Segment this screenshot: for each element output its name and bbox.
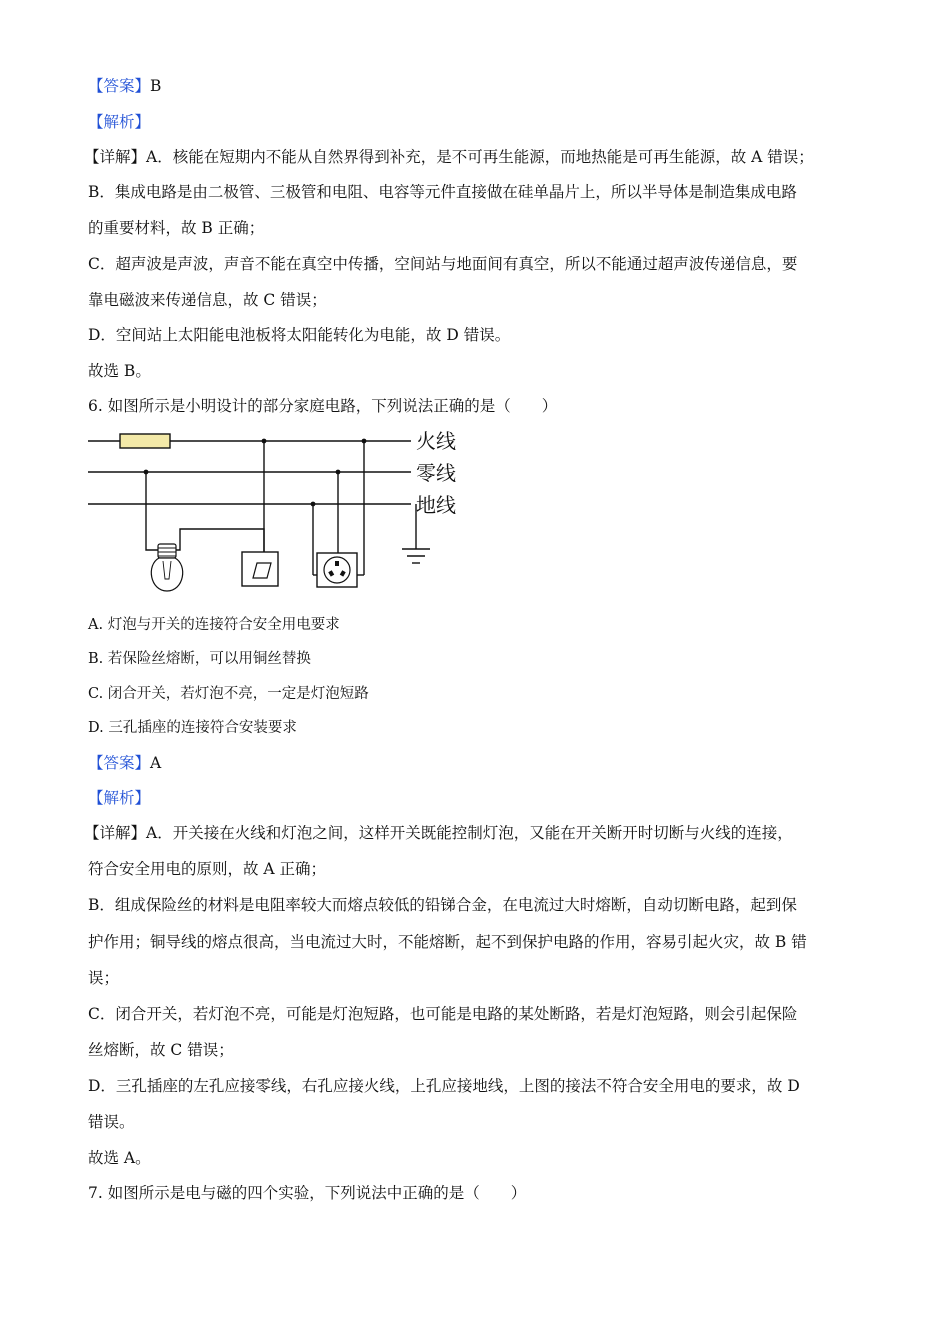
q6-question: 6. 如图所示是小明设计的部分家庭电路，下列说法正确的是（ ） xyxy=(88,397,558,415)
q5-detail-line: C．超声波是声波，声音不能在真空中传播，空间站与地面间有真空，所以不能通过超声波传递信息，要 xyxy=(88,255,798,273)
ground-wire-label: 地线 xyxy=(416,493,456,517)
q6-detail-line-a: 【详解】A．开关接在火线和灯泡之间，这样开关既能控制灯泡，又能在开关断开时切断与火线的连接， xyxy=(84,824,793,842)
q6-detail-line: D．三孔插座的左孔应接零线，右孔应接火线，上孔应接地线，上图的接法不符合安全用电的要求，故 D xyxy=(88,1077,800,1095)
q5-detail-line: D．空间站上太阳能电池板将太阳能转化为电能，故 D 错误。 xyxy=(88,326,511,344)
three-hole-socket-icon xyxy=(317,553,357,587)
q6-detail-line: C．闭合开关，若灯泡不亮，可能是灯泡短路，也可能是电路的某处断路，若是灯泡短路，则会引起保险 xyxy=(88,1005,798,1023)
q6-option-b: B. 若保险丝熔断，可以用铜丝替换 xyxy=(88,651,311,667)
q6-detail-line: 丝熔断，故 C 错误； xyxy=(88,1041,234,1059)
q5-conclusion: 故选 B。 xyxy=(88,362,151,380)
q6-detail-line: 符合安全用电的原则，故 A 正确； xyxy=(88,860,327,878)
household-circuit-diagram xyxy=(86,425,466,597)
answer-tag: 【答案】 xyxy=(88,754,151,772)
switch-icon xyxy=(242,552,278,586)
q6-detail-line: B．组成保险丝的材料是电阻率较大而熔点较低的铅锑合金，在电流过大时熔断，自动切断电路，起到保 xyxy=(88,896,797,914)
answer-value: B xyxy=(150,77,162,95)
q5-detail-line: 的重要材料，故 B 正确； xyxy=(88,219,265,237)
answer-value: A xyxy=(150,754,162,772)
q6-option-c: C. 闭合开关，若灯泡不亮，一定是灯泡短路 xyxy=(88,686,369,702)
q6-detail-line: 误； xyxy=(88,969,120,987)
answer-tag: 【答案】 xyxy=(88,77,151,95)
q6-option-d: D. 三孔插座的连接符合安装要求 xyxy=(88,720,297,736)
q5-detail-line: 靠电磁波来传递信息，故 C 错误； xyxy=(88,291,327,309)
neutral-wire-label: 零线 xyxy=(416,461,456,485)
q6-conclusion: 故选 A。 xyxy=(88,1149,151,1167)
q5-answer xyxy=(88,76,161,96)
q5-detail-line: B．集成电路是由二极管、三极管和电阻、电容等元件直接做在硅单晶片上，所以半导体是制造集成电路 xyxy=(88,183,797,201)
q5-analysis-tag: 【解析】 xyxy=(88,113,151,131)
q6-option-a: A. 灯泡与开关的连接符合安全用电要求 xyxy=(88,617,340,633)
fuse-icon xyxy=(120,434,170,448)
q6-detail-line: 护作用；铜导线的熔点很高，当电流过大时，不能熔断，起不到保护电路的作用，容易引起火灾，故 B 错 xyxy=(88,933,807,951)
q5-detail-line-a: 【详解】A．核能在短期内不能从自然界得到补充，是不可再生能源，而地热能是可再生能源，故 A 错误； xyxy=(84,148,814,166)
q6-answer xyxy=(88,753,161,773)
q6-detail-line: 错误。 xyxy=(88,1113,135,1131)
q7-question: 7. 如图所示是电与磁的四个实验，下列说法中正确的是（ ） xyxy=(88,1184,527,1202)
live-wire-label: 火线 xyxy=(416,429,456,453)
detail-tag: 【详解】 xyxy=(84,148,147,166)
detail-tag: 【详解】 xyxy=(84,824,147,842)
light-bulb-icon xyxy=(151,544,182,591)
q6-analysis-tag: 【解析】 xyxy=(88,789,151,807)
